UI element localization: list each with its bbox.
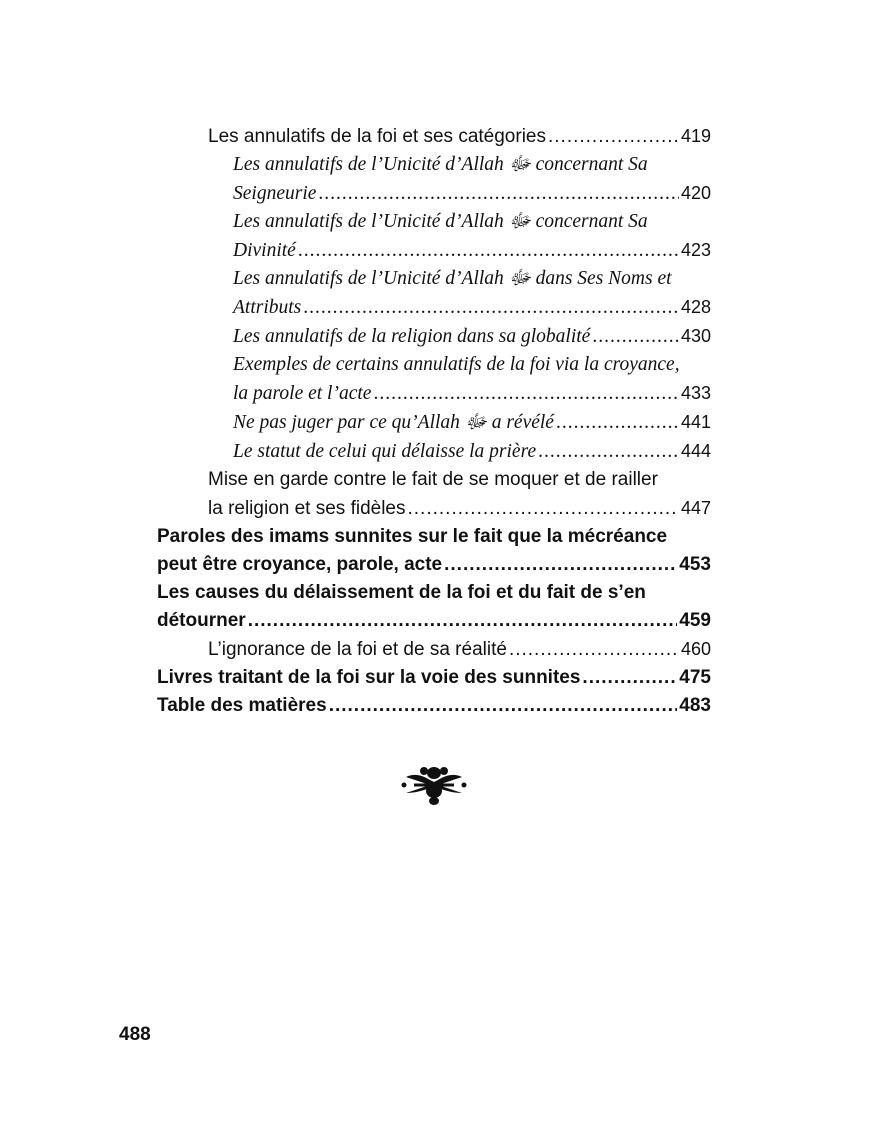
toc-entry-page: 433 [680, 383, 711, 403]
toc-entry [157, 523, 711, 579]
toc-entry [157, 265, 711, 322]
toc-entry-title: détourner [157, 610, 246, 631]
leader-dots [318, 180, 679, 208]
toc-entry-title: Les annulatifs de la foi et ses catégories [208, 126, 546, 147]
toc-entry-title: Livres traitant de la foi sur la voie des sunnites [157, 667, 581, 688]
toc-entry [157, 208, 711, 265]
toc-entry-title: la parole et l’acte [233, 383, 372, 404]
leader-dots [548, 123, 679, 151]
toc-entry [157, 635, 711, 664]
page-number: 488 [119, 1024, 151, 1045]
leader-dots [538, 438, 679, 466]
toc-entry-page: 447 [680, 498, 711, 518]
toc-entry-page: 444 [680, 441, 711, 461]
leader-dots [582, 664, 677, 692]
toc-entry [157, 351, 711, 408]
leader-dots [303, 294, 679, 322]
toc-entry-title-line1: Les annulatifs de l’Unicité d’Allah ﷻ concernant Sa [233, 154, 648, 175]
toc-entry-page: 430 [680, 326, 711, 346]
leader-dots [298, 237, 679, 265]
leader-dots [592, 323, 679, 351]
toc-entry-title: Le statut de celui qui délaisse la prière [233, 441, 537, 462]
toc-entry-page: 475 [679, 667, 711, 688]
leader-dots [248, 607, 678, 635]
leader-dots [373, 380, 679, 408]
leader-dots [444, 551, 677, 579]
toc-entry [157, 692, 711, 720]
toc-entry [157, 122, 711, 151]
toc-entry-page: 419 [680, 126, 711, 146]
toc-entry-page: 460 [680, 639, 711, 659]
leader-dots [408, 495, 679, 523]
leader-dots [556, 409, 679, 437]
toc-entry-title: Attributs [233, 297, 302, 318]
toc-entry-title: la religion et ses fidèles [208, 498, 406, 519]
toc-entry-title-line1: Les annulatifs de l’Unicité d’Allah ﷻ dans Ses Noms et [233, 268, 672, 289]
toc-entry-page: 453 [679, 554, 711, 575]
toc-entry [157, 151, 711, 208]
toc-entry-title: Ne pas juger par ce qu’Allah ﷻ a révélé [233, 412, 554, 433]
toc-entry-page: 441 [680, 412, 711, 432]
floral-ornament-icon [400, 763, 468, 807]
leader-dots [329, 692, 678, 720]
toc-entry-title: Table des matières [157, 695, 327, 716]
toc-entry-title: Seigneurie [233, 183, 317, 204]
toc-entry-title: Divinité [233, 240, 296, 261]
toc-entry-page: 423 [680, 240, 711, 260]
toc-entry [157, 664, 711, 692]
toc-entry-title: L’ignorance de la foi et de sa réalité [208, 639, 507, 660]
toc-entry-page: 483 [679, 695, 711, 716]
toc-entry-title-line1: Exemples de certains annulatifs de la foi via la croyance, [233, 354, 680, 375]
toc-entry-page: 459 [679, 610, 711, 631]
toc-entry-title: peut être croyance, parole, acte [157, 554, 443, 575]
toc-entry [157, 437, 711, 466]
leader-dots [509, 636, 679, 664]
toc-entry-title-line1: Mise en garde contre le fait de se moquer et de railler [208, 469, 658, 490]
toc-entry [157, 408, 711, 437]
toc-entry-page: 420 [680, 183, 711, 203]
table-of-contents [157, 122, 711, 720]
toc-entry-page: 428 [680, 297, 711, 317]
toc-entry-title: Les annulatifs de la religion dans sa globalité [233, 326, 591, 347]
toc-entry-title-line1: Les causes du délaissement de la foi et du fait de s’en [157, 582, 646, 603]
toc-entry-title-line1: Les annulatifs de l’Unicité d’Allah ﷻ concernant Sa [233, 211, 648, 232]
toc-entry-title-line1: Paroles des imams sunnites sur le fait que la mécréance [157, 526, 668, 547]
toc-entry [157, 466, 711, 523]
toc-entry [157, 579, 711, 635]
toc-entry [157, 322, 711, 351]
